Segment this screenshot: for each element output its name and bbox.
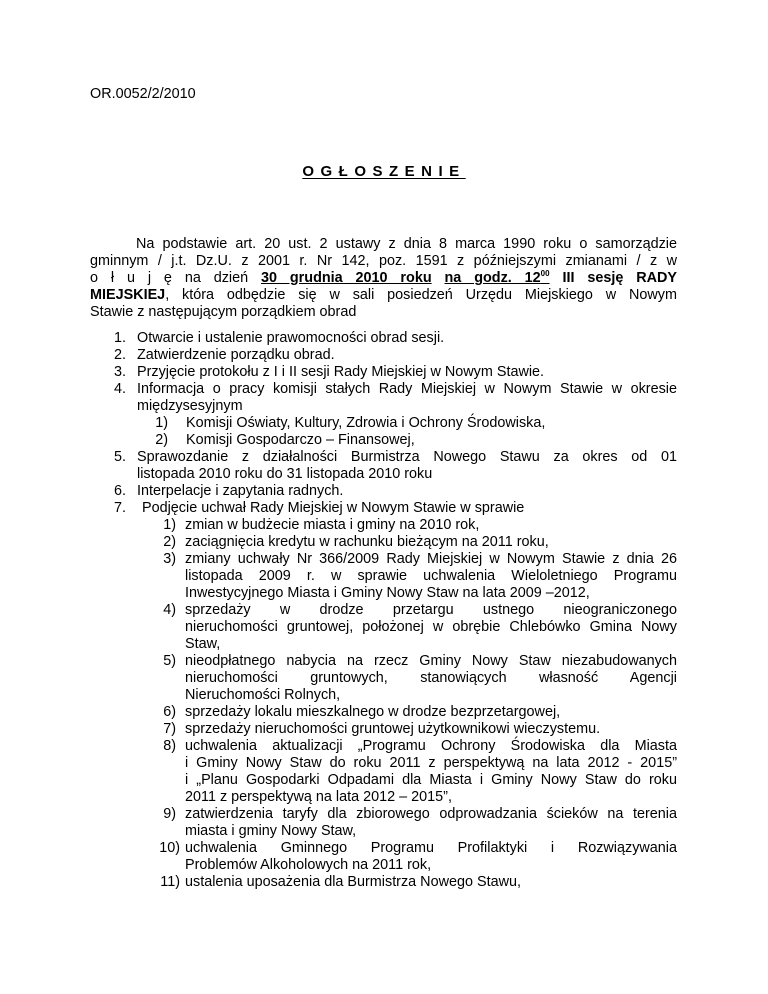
subitem-number: 5) [163, 653, 176, 669]
subitem-text: zaciągnięcia kredytu w rachunku bieżącym na 2011 roku, [185, 534, 549, 550]
subitem-number: 2) [155, 432, 168, 448]
subitem-text: 2011 z perspektywą na lata 2012 – 2015”, [185, 789, 452, 805]
agenda-item-number: 4. [113, 381, 126, 397]
subitem-text: Inwestycyjnego Miasta i Gminy Nowy Staw na lata 2009 –2012, [185, 585, 590, 601]
subitem-text: nieruchomości gruntowych, stanowiących własność Agencji [185, 670, 677, 686]
subitem-text: zmiany uchwały Nr 366/2009 Rady Miejskiej w Nowym Stawie z dnia 26 [185, 551, 677, 567]
intro-line: gminnym / j.t. Dz.U. z 2001 r. Nr 142, poz. 1591 z późniejszymi zmianami / z w [90, 253, 677, 269]
subitem-text: Staw, [185, 636, 221, 652]
session-name: III sesję RADY [549, 270, 677, 286]
intro-line: Stawie z następującym porządkiem obrad [90, 304, 357, 320]
subitem-number: 10) [159, 840, 180, 856]
subitem-number: 6) [163, 704, 176, 720]
subitem-text: miasta i gminy Nowy Staw, [185, 823, 357, 839]
agenda-item-text: Zatwierdzenie porządku obrad. [137, 347, 335, 363]
subitem-number: 8) [163, 738, 176, 754]
subitem-text: Komisji Oświaty, Kultury, Zdrowia i Ochrony Środowiska, [186, 415, 546, 431]
agenda-item-number: 2. [113, 347, 126, 363]
agenda-item-number: 6. [113, 483, 126, 499]
agenda-item-number: 7. [113, 500, 126, 516]
intro-text: , która odbędzie się w sali posiedzeń Urzędu Miejskiego w Nowym [165, 287, 677, 303]
subitem-text: i „Planu Gospodarki Odpadami dla Miasta i Gminy Nowy Staw do roku [185, 772, 677, 788]
document-title: OGŁOSZENIE [302, 163, 466, 180]
subitem-text: nieodpłatnego nabycia na rzecz Gminy Nowy Staw niezabudowanych [185, 653, 677, 669]
intro-line-date [90, 270, 677, 287]
subitem-text: ustalenia uposażenia dla Burmistrza Nowego Stawu, [185, 874, 521, 890]
subitem-text: Komisji Gospodarczo – Finansowej, [186, 432, 415, 448]
session-time: na godz. $12^{00}$ [444, 269, 550, 286]
session-date: 30 grudnia 2010 roku [261, 270, 432, 286]
agenda-item-text: Podjęcie uchwał Rady Miejskiej w Nowym Stawie w sprawie [142, 500, 525, 516]
subitem-text: uchwalenia Gminnego Programu Profilaktyki i Rozwiązywania [185, 840, 677, 856]
subitem-text: zatwierdzenia taryfy dla zbiorowego odprowadzania ścieków na terenia [185, 806, 677, 822]
subitem-number: 3) [163, 551, 176, 567]
agenda-item-number: 1. [113, 330, 126, 346]
intro-text: o ł u j ę na dzień [90, 270, 261, 286]
subitem-number: 1) [163, 517, 176, 533]
subitem-text: uchwalenia aktualizacji „Programu Ochrony Środowiska dla Miasta [185, 738, 677, 754]
subitem-text: zmian w budżecie miasta i gminy na 2010 rok, [185, 517, 480, 533]
subitem-text: sprzedaży nieruchomości gruntowej użytkownikowi wieczystemu. [185, 721, 601, 737]
intro-line: Na podstawie art. 20 ust. 2 ustawy z dnia 8 marca 1990 roku o samorządzie [136, 236, 677, 252]
document-reference-number: OR.0052/2/2010 [90, 86, 196, 102]
subitem-number: 4) [163, 602, 176, 618]
subitem-text: Problemów Alkoholowych na 2011 rok, [185, 857, 432, 873]
subitem-number: 11) [160, 874, 180, 890]
subitem-text: i Gminy Nowy Staw do roku 2011 z perspektywą na lata 2012 - 2015” [185, 755, 677, 771]
subitem-text: nieruchomości gruntowej, położonej w obrębie Chlebówko Gmina Nowy [185, 619, 677, 635]
agenda-item-text: Sprawozdanie z działalności Burmistrza Nowego Stawu za okres od 01 [137, 449, 677, 465]
council-name: MIEJSKIEJ [90, 287, 166, 303]
agenda-item-number: 5. [113, 449, 126, 465]
session-time-minutes: 00 [540, 269, 550, 278]
agenda-item-text: Informacja o pracy komisji stałych Rady Miejskiej w Nowym Stawie w okresie [137, 381, 677, 397]
subitem-text: listopada 2009 r. w sprawie uchwalenia Wieloletniego Programu [185, 568, 677, 584]
agenda-item-text: listopada 2010 roku do 31 listopada 2010 roku [137, 466, 433, 482]
intro-line [90, 287, 677, 304]
subitem-number: 9) [163, 806, 176, 822]
subitem-text: sprzedaży w drodze przetargu ustnego nieograniczonego [185, 602, 677, 618]
agenda-item-text: Otwarcie i ustalenie prawomocności obrad sesji. [137, 330, 445, 346]
agenda-item-number: 3. [113, 364, 126, 380]
subitem-text: sprzedaży lokalu mieszkalnego w drodze bezprzetargowej, [185, 704, 561, 720]
agenda-item-text: międzysesyjnym [137, 398, 243, 414]
agenda-item-text: Interpelacje i zapytania radnych. [137, 483, 344, 499]
subitem-number: 7) [163, 721, 176, 737]
agenda-item-text: Przyjęcie protokołu z I i II sesji Rady Miejskiej w Nowym Stawie. [137, 364, 545, 380]
subitem-text: Nieruchomości Rolnych, [185, 687, 341, 703]
subitem-number: 2) [163, 534, 176, 550]
subitem-number: 1) [155, 415, 168, 431]
